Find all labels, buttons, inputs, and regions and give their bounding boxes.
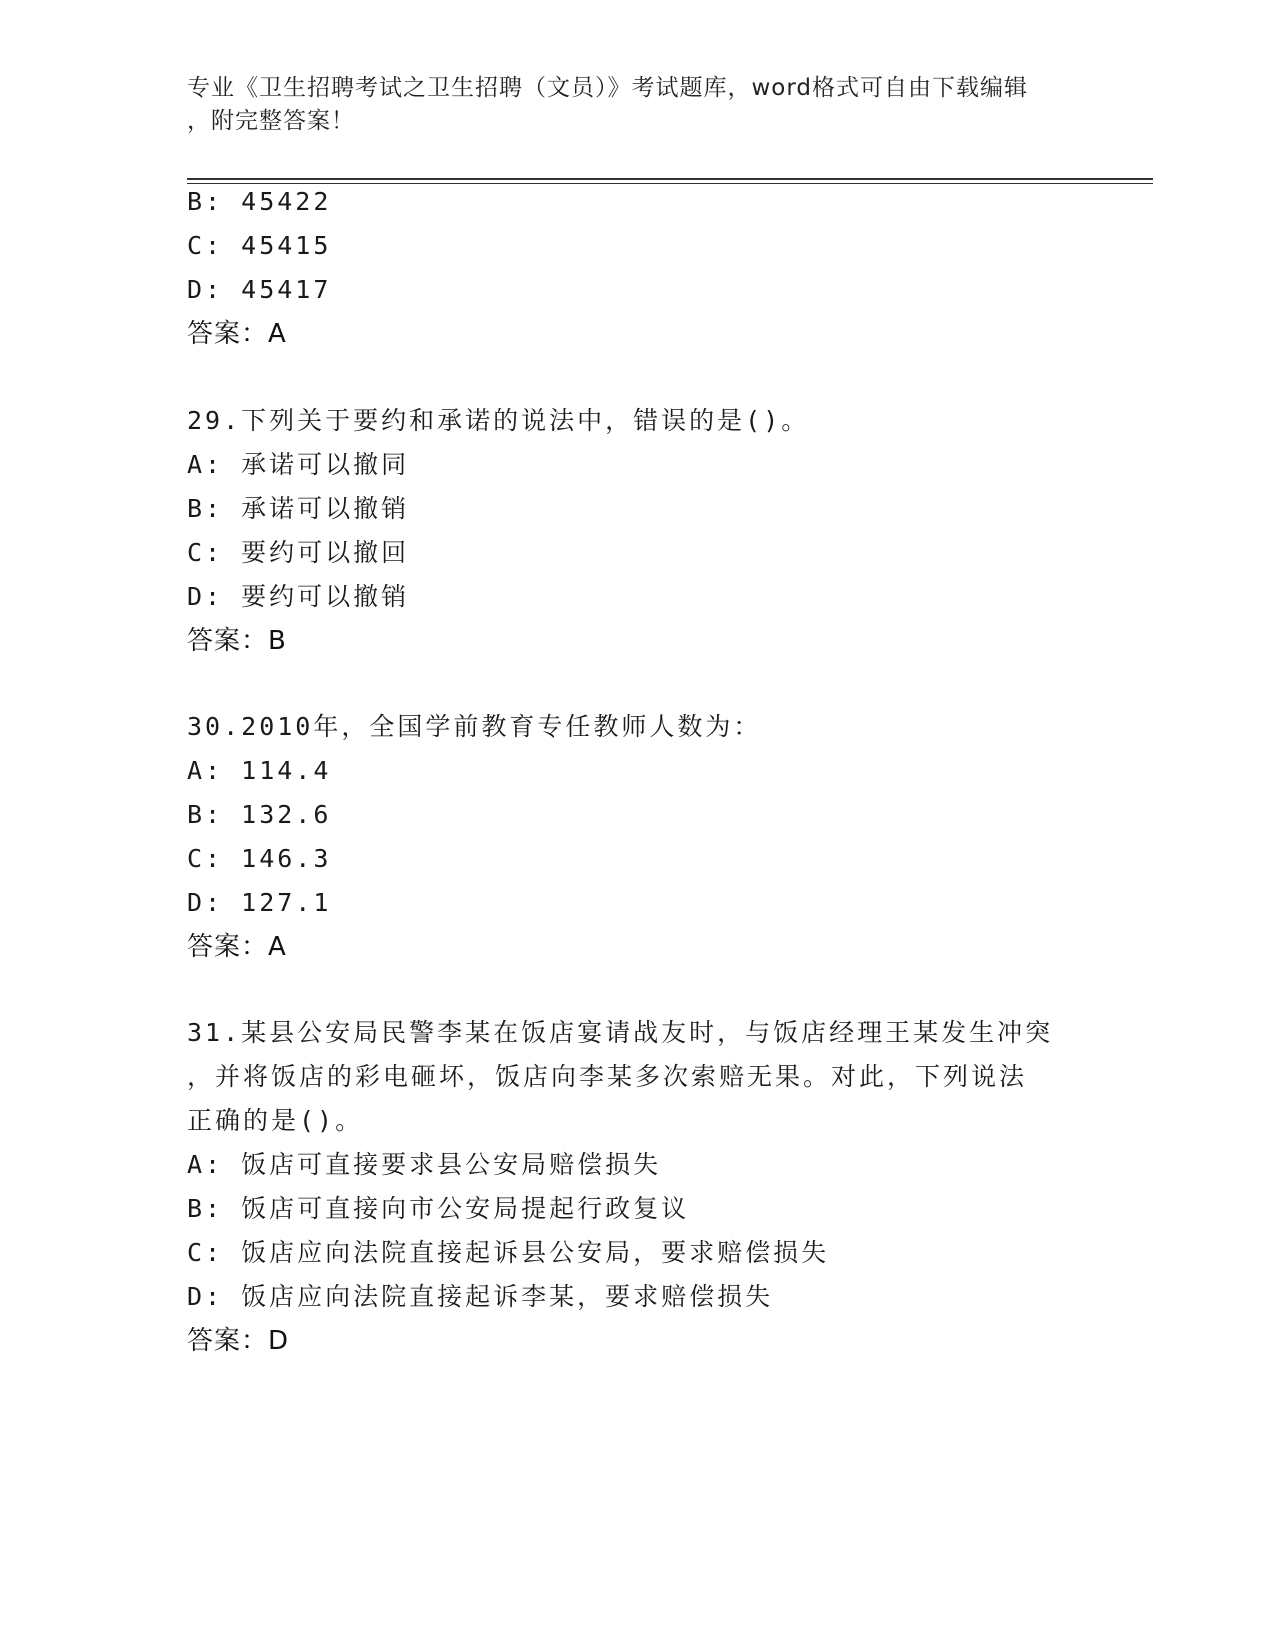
q29-option-a: A: 承诺可以撤同 — [187, 450, 410, 479]
q28-option-d: D: 45417 — [187, 275, 332, 304]
q30-option-a: A: 114.4 — [187, 756, 332, 785]
q28-answer: 答案：A — [187, 319, 287, 349]
q31-option-a: A: 饭店可直接要求县公安局赔偿损失 — [187, 1150, 662, 1179]
q30-option-d: D: 127.1 — [187, 888, 332, 917]
document-header — [187, 72, 1067, 138]
q28-option-c: C: 45415 — [187, 231, 332, 260]
q30-answer: 答案：A — [187, 932, 287, 962]
q31-question-line3: 正确的是()。 — [187, 1106, 364, 1135]
q30-option-b: B: 132.6 — [187, 800, 332, 829]
q30-question: 30.2010年，全国学前教育专任教师人数为： — [187, 712, 762, 741]
q29-option-d: D: 要约可以撤销 — [187, 582, 410, 611]
q29-option-b: B: 承诺可以撤销 — [187, 494, 410, 523]
header-title-line2: ，附完整答案！ — [187, 108, 355, 134]
q29-answer: 答案：B — [187, 626, 287, 656]
q31-answer: 答案：D — [187, 1326, 290, 1356]
q31-option-b: B: 饭店可直接向市公安局提起行政复议 — [187, 1194, 690, 1223]
header-title-line1: 专业《卫生招聘考试之卫生招聘（文员）》考试题库，word格式可自由下载编辑 — [187, 75, 1029, 101]
q31-option-d: D: 饭店应向法院直接起诉李某，要求赔偿损失 — [187, 1282, 774, 1311]
q31-question-line1: 31.某县公安局民警李某在饭店宴请战友时，与饭店经理王某发生冲突 — [187, 1018, 1054, 1047]
header-divider-thin — [187, 183, 1153, 184]
q29-question: 29.下列关于要约和承诺的说法中，错误的是()。 — [187, 406, 810, 435]
q30-option-c: C: 146.3 — [187, 844, 332, 873]
q31-option-c: C: 饭店应向法院直接起诉县公安局，要求赔偿损失 — [187, 1238, 830, 1267]
q29-option-c: C: 要约可以撤回 — [187, 538, 410, 567]
q28-option-b: B: 45422 — [187, 187, 332, 216]
header-divider-thick — [187, 178, 1153, 180]
q31-question-line2: ，并将饭店的彩电砸坏，饭店向李某多次索赔无果。对此，下列说法 — [187, 1062, 1028, 1091]
